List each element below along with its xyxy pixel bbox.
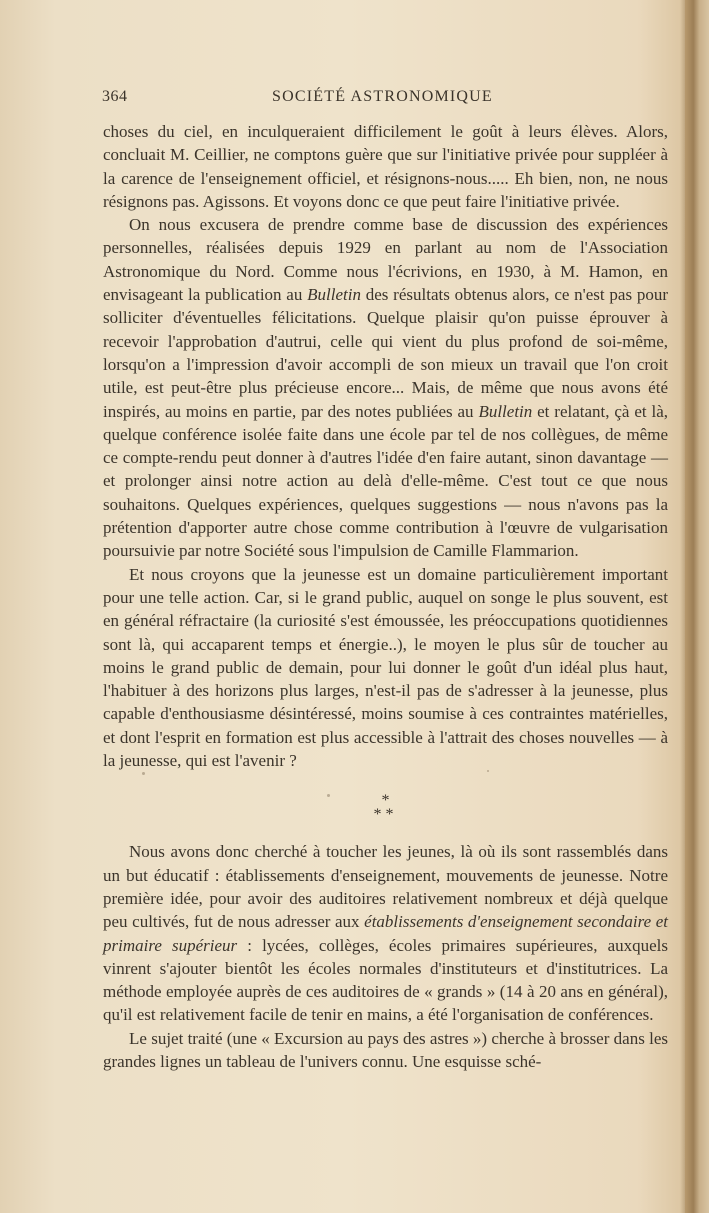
section-asterism <box>103 794 668 822</box>
paragraph-4 <box>103 840 668 1026</box>
asterism-top: * <box>381 792 390 810</box>
asterism-bottom: ** <box>373 806 398 824</box>
body-text <box>103 120 668 1073</box>
page-number: 364 <box>102 88 128 105</box>
paragraph-5: Le sujet traité (une « Excursion au pays des astres ») cherche à brosser dans les grandes lignes un tableau de l'univers connu. Une esquisse sché- <box>103 1028 668 1071</box>
paragraph-2 <box>103 213 668 562</box>
paragraph-4-italic-phrase: établissements d'enseignement secondaire et primaire supérieur <box>103 912 668 955</box>
paragraph-2-bulletin-2: Bulletin <box>478 401 533 421</box>
paragraph-3: Et nous croyons que la jeunesse est un domaine particulièrement important pour une telle action. Car, si le grand public, auquel on songe le plus souvent, est en général réfractaire (la curiosité s'est émoussée, les préoccupations quotidiennes sont là, qui accaparent temps et énergie..), le moyen le plus sûr de toucher au moins le grand public de demain, pour lui donner le goût d'un idéal plus haut, l'habituer à des horizons plus larges, n'est-il pas de s'adresser à la jeunesse, plus capable d'enthousiasme désintéressé, moins soumise à ces contraintes matérielles, et dont l'esprit en formation est plus accessible à l'attrait des choses nouvelles — à la jeunesse, qui est l'avenir ? <box>103 564 668 771</box>
running-title: SOCIÉTÉ ASTRONOMIQUE <box>272 88 493 105</box>
running-header <box>102 88 668 114</box>
paragraph-2-bulletin-1: Bulletin <box>307 285 361 305</box>
paragraph-1: choses du ciel, en inculqueraient difficilement le goût à leurs élèves. Alors, concluait M. Ceillier, ne comptons guère que sur l'initiative privée pour suppléer à la carence de l'enseignement officiel, et résignons-nous..... Eh bien, non, ne nous résignons pas. Agissons. Et voyons donc ce que peut faire l'initiative privée. <box>103 122 668 211</box>
paragraph-4-text-a: Nous avons donc cherché à toucher les jeunes, là où ils sont rassemblés dans un but éducatif : établissements d'enseignement, mouvements de jeunesse. Notre première idée, pour avoir des auditoires relativement nombreux et déjà quelque peu cultivés, fut de nous adresser aux <box>103 842 668 932</box>
paragraph-4-text-c: : lycées, collèges, écoles primaires supérieures, auxquels vinrent s'ajouter bientôt les écoles normales d'instituteurs et d'institutrices. La méthode employée auprès de ces auditoires de « grands » (14 à 20 ans en général), qu'il est relativement facile de tenir en mains, a été l'organisation de conférences. <box>103 935 669 1025</box>
book-binding <box>685 0 709 1213</box>
paragraph-2-text-c: des résultats obtenus alors, ce n'est pas pour solliciter d'éventuelles félicitations. Quelque plaisir qu'on puisse éprouver à recevoir l'approbation d'autrui, celle qui vient du plus profond de soi-même, lorsqu'on a l'impression d'avoir accompli de son mieux un travail que l'on croit utile, est peut-être plus précieuse encore... Mais, de même que nous avons été inspirés, au moins en partie, par des notes publiées au <box>103 285 668 421</box>
paragraph-2-text-e: et relatant, çà et là, quelque conférence isolée faite dans une école par tel de nos collègues, de même ce compte-rendu peut donner à d'autres l'idée d'en faire autant, sinon davantage — et prolonger ainsi notre action au delà d'elle-même. C'est tout ce que nous souhaitons. Quelques expériences, quelques suggestions — nous n'avons pas la prétention d'apporter autre chose comme contribution à l'œuvre de vulgarisation poursuivie par notre Société sous l'impulsion de Camille Flammarion. <box>103 401 668 561</box>
paragraph-2-text-a: On nous excusera de prendre comme base de discussion des expériences personnelles, réalisées depuis 1929 en parlant au nom de l'Association Astronomique du Nord. Comme nous l'écrivions, en 1930, à M. Hamon, en envisageant la publication au <box>103 215 668 305</box>
